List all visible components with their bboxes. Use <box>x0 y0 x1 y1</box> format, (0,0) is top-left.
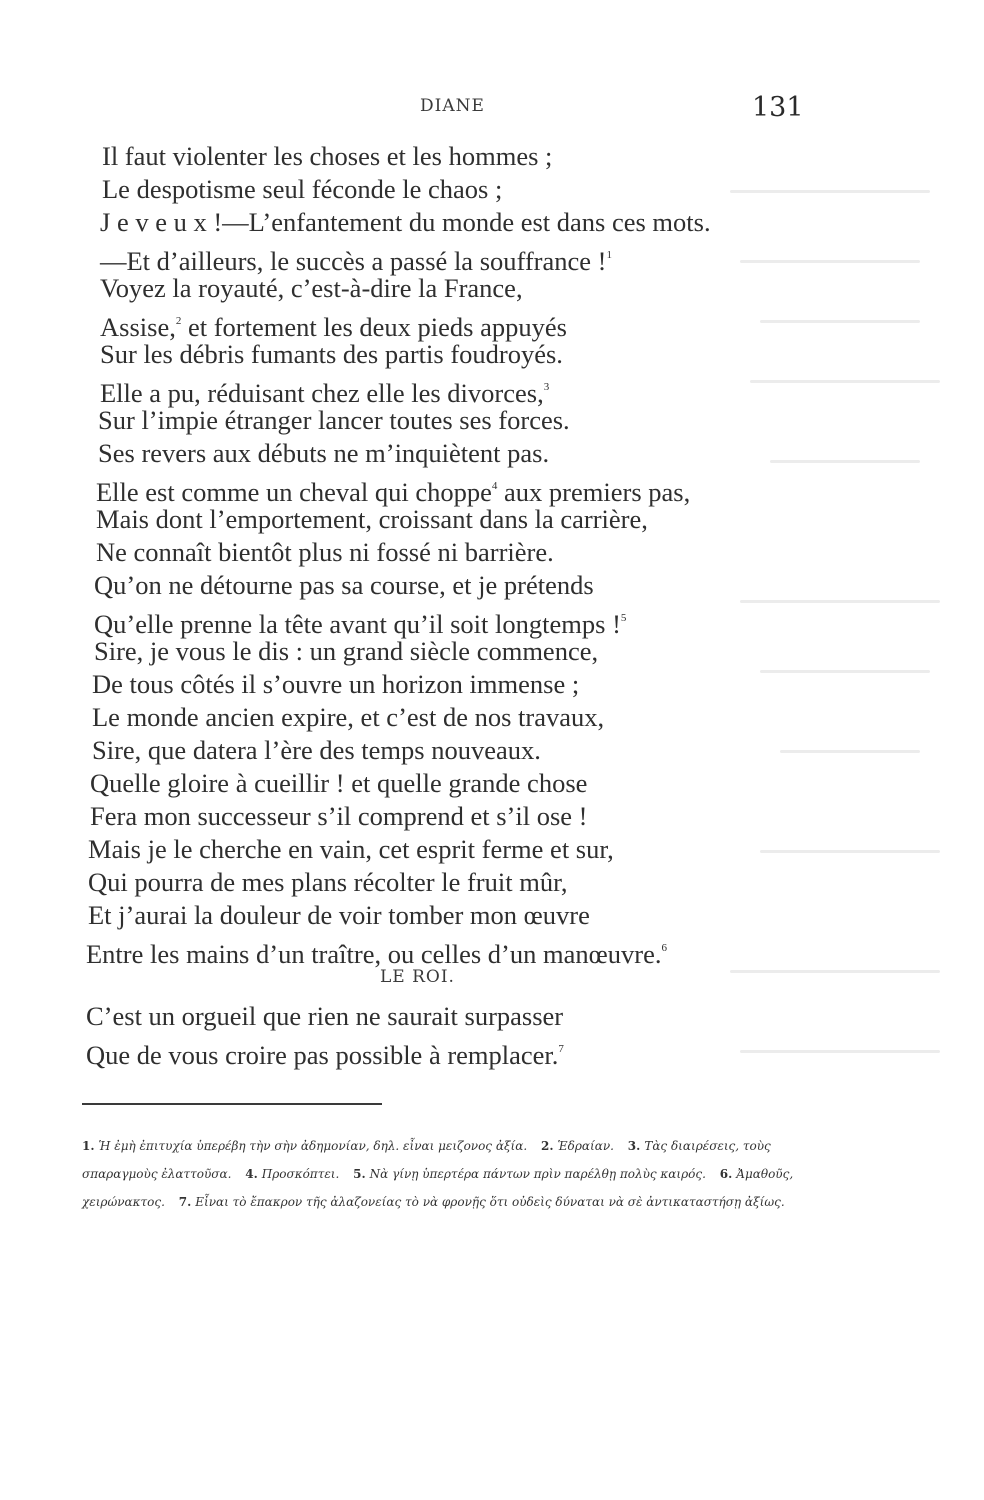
verse-line: J e v e u x !—L’enfantement du monde est dans ces mots. <box>100 207 711 237</box>
footnote: 1. Ἡ ἐμὴ ἐπιτυχία ὑπερέβη τὴν σὴν ἀδημονίαν, δηλ. εἶναι μειζονος ἀξία. <box>82 1139 528 1153</box>
footnote-ref: 6 <box>661 942 667 954</box>
verse-line: Que de vous croire pas possible à remplacer.$^7$ <box>86 1040 564 1070</box>
verse-line: Entre les mains d’un traître, ou celles d’un manœuvre.$^6$ <box>86 939 667 969</box>
verse-line: Et j’aurai la douleur de voir tomber mon œuvre <box>88 900 590 930</box>
verse-line: Elle a pu, réduisant chez elle les divorces,$^3$ <box>100 378 550 408</box>
verse-line: De tous côtés il s’ouvre un horizon immense ; <box>92 669 580 699</box>
footnote-ref: 2 <box>175 315 182 327</box>
footnote: 5. Νὰ γίνῃ ὑπερτέρα πάντων πρὶν παρέλθῃ πολὺς καιρός. <box>353 1167 706 1181</box>
verse-line: Sur l’impie étranger lancer toutes ses forces. <box>98 405 570 435</box>
footnotes <box>82 1132 802 1216</box>
verse-line: Quelle gloire à cueillir ! et quelle grande chose <box>90 768 588 798</box>
speaker-label: LE ROI. <box>380 967 455 987</box>
footnote: 7. Εἶναι τὸ ἔπακρον τῆς ἀλαζονείας τὸ νὰ φρονῇς ὅτι οὐδεὶς δύναται νὰ σὲ ἀντικαταστήσῃ ἀξίως. <box>178 1195 785 1209</box>
footnote-ref: 4 <box>491 480 498 492</box>
footnote-ref: 5 <box>620 612 627 624</box>
verse-line: Mais je le cherche en vain, cet esprit ferme et sur, <box>88 834 614 864</box>
verse-line: Sire, que datera l’ère des temps nouveaux. <box>92 735 541 765</box>
footnote-ref: 7 <box>558 1043 564 1055</box>
verse-line: Elle est comme un cheval qui choppe$^4$ aux premiers pas, <box>96 477 691 507</box>
verse-line: Qui pourra de mes plans récolter le fruit mûr, <box>88 867 568 897</box>
verse-line: Mais dont l’emportement, croissant dans la carrière, <box>96 504 648 534</box>
verse-line: Qu’elle prenne la tête avant qu’il soit longtemps !$^5$ <box>94 609 627 639</box>
verse-line: Le monde ancien expire, et c’est de nos travaux, <box>92 702 605 732</box>
footnote-rule <box>82 1103 382 1105</box>
bleed-through-text <box>700 150 960 1150</box>
footnote: 6. Ἀμαθοῦς, χειρώνακτος. <box>82 1167 794 1209</box>
footnote: 4. Προσκόπτει. <box>245 1167 340 1181</box>
footnote-ref: 1 <box>606 249 612 261</box>
verse-line: Voyez la royauté, c’est-à-dire la France, <box>100 273 523 303</box>
running-title: DIANE <box>420 96 485 116</box>
verse-line: C’est un orgueil que rien ne saurait surpasser <box>86 1001 564 1031</box>
verse-line: Ne connaît bientôt plus ni fossé ni barrière. <box>96 537 554 567</box>
footnote: 2. Ἑδραίαν. <box>541 1139 614 1153</box>
verse-line: Ses revers aux débuts ne m’inquiètent pas. <box>98 438 550 468</box>
verse-line: Assise,$^2$ et fortement les deux pieds appuyés <box>100 312 567 342</box>
verse-line: Fera mon successeur s’il comprend et s’il ose ! <box>90 801 588 831</box>
verse-line: Sire, je vous le dis : un grand siècle commence, <box>94 636 599 666</box>
verse-line: Le despotisme seul féconde le chaos ; <box>102 174 503 204</box>
footnote: 3. Τὰς διαιρέσεις, τοὺς σπαραγμοὺς ἐλαττοῦσα. <box>82 1139 771 1181</box>
footnote-ref: 3 <box>543 381 550 393</box>
verse-line: —Et d’ailleurs, le succès a passé la souffrance !$^1$ <box>100 246 612 276</box>
verse-line: Il faut violenter les choses et les hommes ; <box>102 141 553 171</box>
verse-line: Sur les débris fumants des partis foudroyés. <box>100 339 563 369</box>
verse-line: Qu’on ne détourne pas sa course, et je prétends <box>94 570 594 600</box>
page-number: 131 <box>752 92 804 123</box>
